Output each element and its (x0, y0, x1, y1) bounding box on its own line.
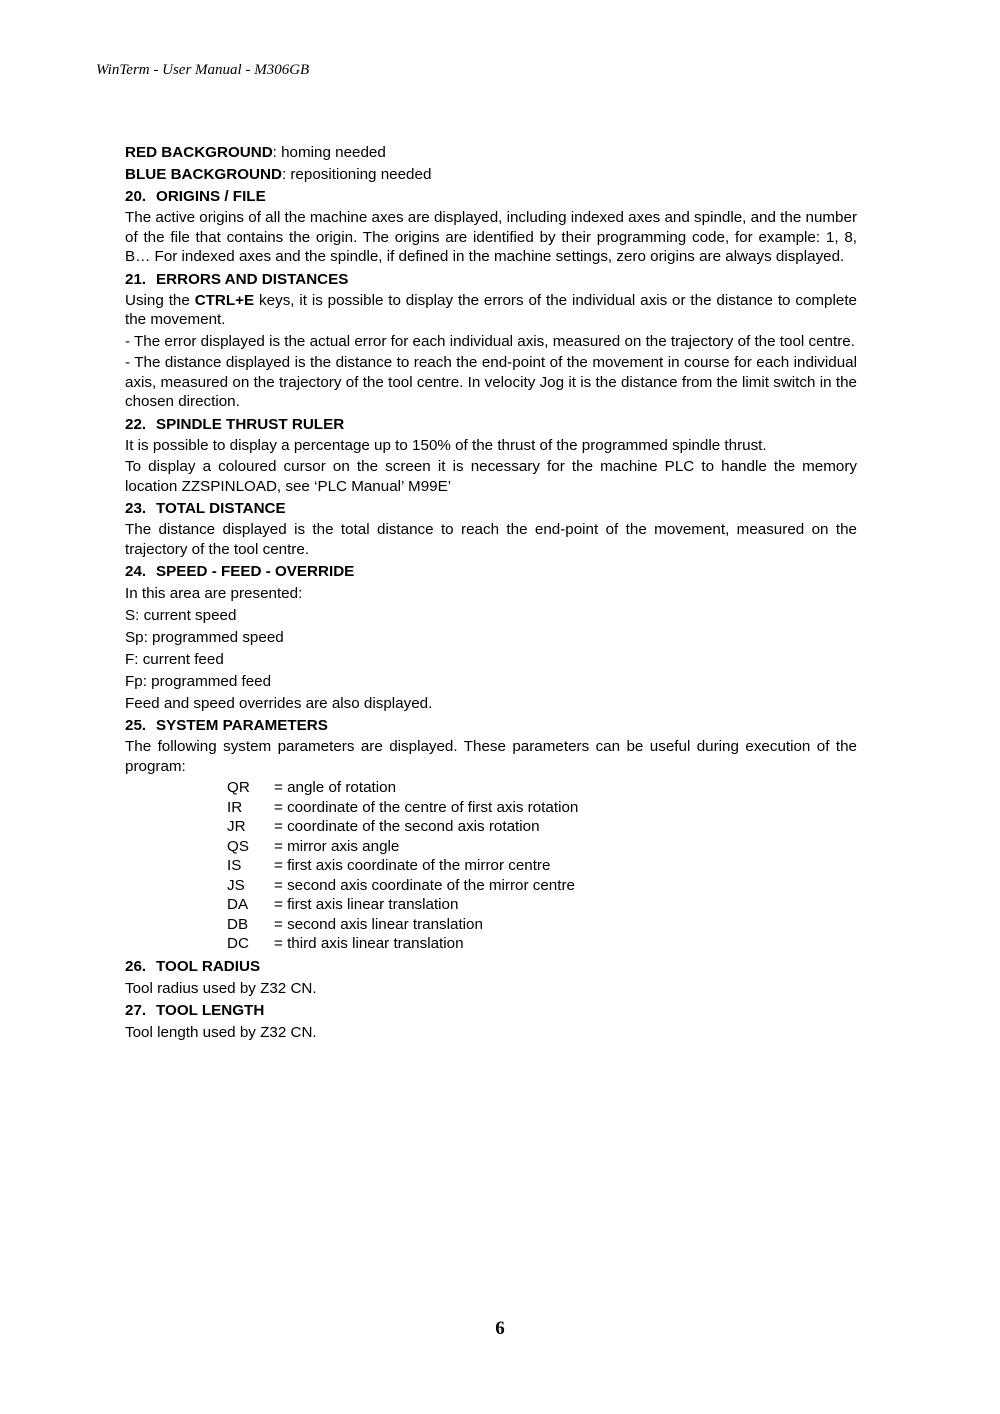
table-row (227, 895, 578, 915)
parameter-description: = first axis linear translation (274, 896, 459, 913)
parameter-description: = first axis coordinate of the mirror centre (274, 857, 551, 874)
table-row (227, 817, 578, 837)
section-number: 26. (125, 957, 147, 975)
paragraph: - The distance displayed is the distance to reach the end-point of the movement in course for each individual axis, measured on the trajectory of the tool centre. In velocity Jog it is the distance from the limit switch in the chosen direction. (125, 354, 857, 410)
list-line: Feed and speed overrides are also displayed. (125, 695, 433, 712)
parameter-code: DA (227, 896, 249, 913)
section-number: 22. (125, 415, 147, 433)
list-line: Sp: programmed speed (125, 629, 284, 646)
section-heading-25 (125, 715, 857, 736)
parameter-code: IS (227, 857, 242, 874)
list-line: In this area are presented: (125, 585, 303, 602)
parameter-code: DC (227, 935, 249, 952)
parameter-description: = angle of rotation (274, 779, 397, 796)
paragraph: To display a coloured cursor on the screen it is necessary for the machine PLC to handle the memory location ZZSPINLOAD, see ‘PLC Manual’ M99E’ (125, 458, 857, 495)
running-header: WinTerm - User Manual - M306GB (96, 62, 310, 78)
paragraph: The active origins of all the machine axes are displayed, including indexed axes and spindle, and the number of the file that contains the origin. The origins are identified by their programming code, for example: 1, 8, B… For indexed axes and the spindle, if defined in the machine settings, zero origins are always displayed. (125, 209, 857, 265)
parameter-table (227, 778, 578, 954)
list-line: S: current speed (125, 607, 237, 624)
table-row (227, 837, 578, 857)
paragraph: - The error displayed is the actual error for each individual axis, measured on the trajectory of the tool centre. (125, 332, 855, 350)
parameter-code: JR (227, 818, 246, 835)
parameter-description: = third axis linear translation (274, 935, 464, 952)
table-row (227, 856, 578, 876)
section-number: 24. (125, 563, 147, 580)
section-heading-22 (125, 414, 857, 435)
list-line: Fp: programmed feed (125, 673, 272, 690)
parameter-code: JS (227, 876, 245, 894)
section-title: SPINDLE THRUST RULER (156, 415, 345, 433)
list-line: F: current feed (125, 651, 224, 668)
paragraph (125, 291, 857, 330)
section-title: SPEED - FEED - OVERRIDE (156, 563, 355, 580)
section-heading-26 (125, 956, 857, 977)
term: BLUE BACKGROUND (125, 166, 282, 183)
section-title: TOOL RADIUS (156, 957, 261, 975)
table-row (227, 934, 578, 954)
parameter-code: QR (227, 779, 250, 796)
parameter-code: IR (227, 798, 243, 816)
parameter-description: = coordinate of the second axis rotation (274, 818, 540, 835)
section-title: ERRORS AND DISTANCES (156, 270, 349, 288)
paragraph: It is possible to display a percentage up to 150% of the thrust of the programmed spindle thrust. (125, 436, 767, 454)
text-run: Using the (125, 291, 195, 309)
manual-content (125, 142, 857, 1044)
blue-background-note (125, 164, 857, 185)
parameter-description: = second axis coordinate of the mirror centre (274, 876, 575, 894)
section-number: 25. (125, 717, 147, 734)
text-run: keys, it is possible to display the errors of the individual axis or the distance to complete the movement. (125, 291, 857, 328)
section-heading-20 (125, 186, 857, 207)
table-row (227, 915, 578, 935)
parameter-code: DB (227, 915, 249, 933)
term: RED BACKGROUND (125, 144, 273, 161)
section-title: SYSTEM PARAMETERS (156, 717, 328, 734)
section-heading-24 (125, 561, 857, 582)
table-row (227, 876, 578, 896)
section-title: ORIGINS / FILE (156, 188, 266, 205)
section-title: TOOL LENGTH (156, 1001, 265, 1019)
parameter-description: = second axis linear translation (274, 915, 483, 933)
section-title: TOTAL DISTANCE (156, 500, 286, 517)
parameter-description: = coordinate of the centre of first axis rotation (274, 798, 579, 816)
section-number: 20. (125, 188, 147, 205)
section-heading-21 (125, 269, 857, 290)
paragraph: Tool radius used by Z32 CN. (125, 979, 317, 997)
key-combination: CTRL+E (194, 291, 255, 309)
parameter-code: QS (227, 837, 249, 855)
table-row (227, 778, 578, 798)
section-number: 23. (125, 500, 147, 517)
paragraph: Tool length used by Z32 CN. (125, 1023, 317, 1041)
section-number: 27. (125, 1001, 147, 1019)
page-number: 6 (495, 1318, 505, 1339)
table-row (227, 798, 578, 818)
section-heading-23 (125, 498, 857, 519)
term-description: : repositioning needed (281, 166, 432, 183)
parameter-description: = mirror axis angle (274, 837, 400, 855)
red-background-note (125, 142, 857, 163)
section-heading-27 (125, 1000, 857, 1021)
section-number: 21. (125, 270, 147, 288)
paragraph: The distance displayed is the total distance to reach the end-point of the movement, measured on the trajectory of the tool centre. (125, 521, 857, 558)
term-description: : homing needed (272, 144, 386, 161)
paragraph: The following system parameters are displayed. These parameters can be useful during execution of the program: (125, 738, 857, 775)
